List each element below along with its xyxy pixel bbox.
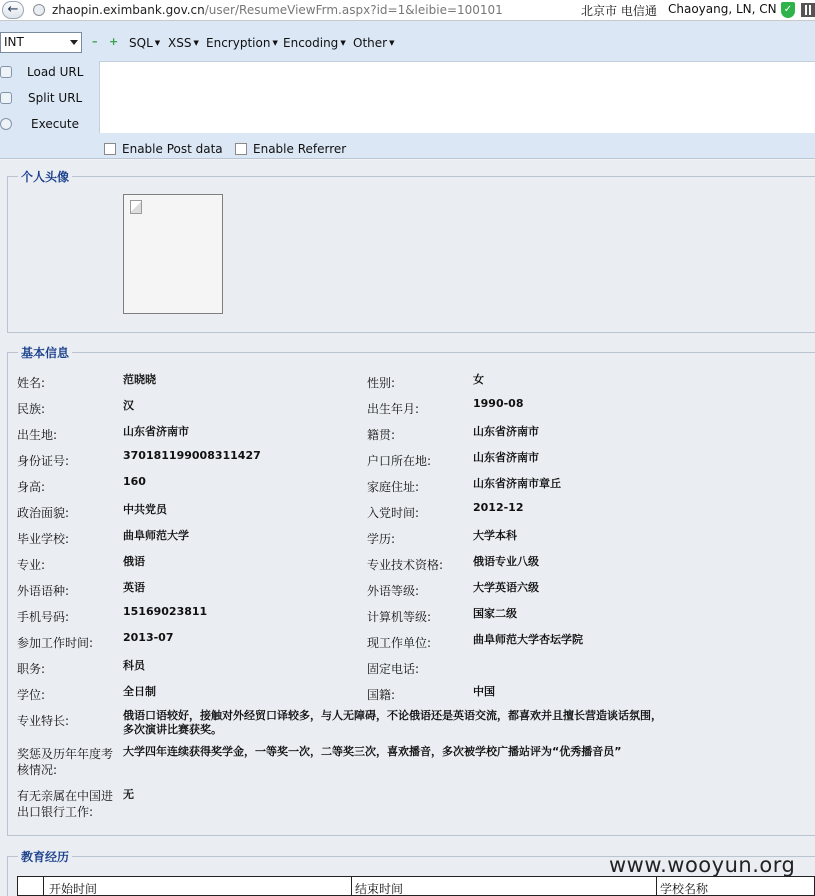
- plus-icon[interactable]: +: [109, 35, 119, 48]
- field-value: 370181199008311427: [123, 449, 261, 462]
- menu-xss[interactable]: [168, 36, 199, 50]
- field-value: 山东省济南市: [473, 451, 539, 464]
- caret-icon: ▼: [154, 39, 161, 47]
- broken-image-icon: [130, 200, 142, 214]
- field-value: 大学英语六级: [473, 581, 539, 594]
- field-value: 2012-12: [473, 501, 524, 514]
- field-label: 固定电话:: [367, 662, 420, 676]
- execute-button[interactable]: [0, 115, 96, 135]
- enable-post-checkbox[interactable]: [104, 142, 223, 156]
- table-divider: [656, 877, 657, 896]
- avatar: [123, 194, 223, 314]
- specialty-label: 专业特长:: [17, 714, 70, 728]
- field-value: 中国: [473, 685, 495, 698]
- field-value: 俄语专业八级: [473, 555, 539, 568]
- relatives-label-line-2: 出口银行工作:: [17, 805, 94, 819]
- field-value: 全日制: [123, 685, 156, 698]
- scissors-icon: [0, 92, 12, 104]
- field-value: 山东省济南市: [123, 425, 189, 438]
- specialty-value: [123, 709, 763, 737]
- caret-icon: ▼: [193, 39, 199, 47]
- checkbox-box[interactable]: [104, 143, 116, 155]
- field-label: 身高:: [17, 480, 46, 494]
- field-label: 毕业学校:: [17, 532, 70, 546]
- field-label: 家庭住址:: [367, 480, 420, 494]
- field-value: 国家二级: [473, 607, 517, 620]
- type-select[interactable]: [0, 32, 82, 53]
- menu-encoding[interactable]: [283, 36, 346, 50]
- field-value: 英语: [123, 581, 145, 594]
- field-label: 学历:: [367, 532, 396, 546]
- field-value: 范晓晓: [123, 373, 156, 386]
- field-value: 汉: [123, 399, 134, 412]
- url-textarea[interactable]: [99, 61, 815, 133]
- field-label: 出生地:: [17, 428, 58, 442]
- field-value: 大学本科: [473, 529, 517, 542]
- field-value: 女: [473, 373, 484, 386]
- field-label: 姓名:: [17, 376, 46, 390]
- menu-xss-label: XSS: [168, 36, 192, 50]
- address-bar: [0, 0, 815, 21]
- checkbox-box[interactable]: [235, 143, 247, 155]
- field-label: 政治面貌:: [17, 506, 70, 520]
- location-label: Chaoyang, LN, CN: [668, 2, 777, 16]
- relatives-label: [17, 788, 113, 820]
- menu-other[interactable]: [353, 36, 394, 50]
- field-value: 2013-07: [123, 631, 174, 644]
- menu-encoding-label: Encoding: [283, 36, 339, 50]
- menu-sql-label: SQL: [129, 36, 153, 50]
- field-label: 户口所在地:: [367, 454, 432, 468]
- field-label: 手机号码:: [17, 610, 70, 624]
- execute-label: Execute: [31, 117, 79, 131]
- menu-other-label: Other: [353, 36, 388, 50]
- relatives-label-line-1: 有无亲属在中国进: [17, 789, 114, 803]
- qr-code-icon[interactable]: [801, 3, 815, 17]
- menu-encryption[interactable]: [206, 36, 278, 50]
- column-header-end: 结束时间: [355, 882, 404, 896]
- minus-icon[interactable]: –: [92, 35, 98, 48]
- field-value: 曲阜师范大学杏坛学院: [473, 633, 583, 646]
- field-label: 民族:: [17, 402, 46, 416]
- load-url-icon: [0, 66, 12, 78]
- load-url-button[interactable]: [0, 63, 96, 83]
- isp-label: 北京市 电信通: [581, 4, 657, 18]
- hackbar-toolbar: [0, 21, 815, 159]
- field-label: 国籍:: [367, 688, 396, 702]
- field-label: 专业技术资格:: [367, 558, 444, 572]
- basic-info-title: 基本信息: [18, 344, 72, 361]
- field-value: 山东省济南市: [473, 425, 539, 438]
- caret-icon: ▼: [340, 39, 346, 47]
- field-label: 籍贯:: [367, 428, 396, 442]
- field-label: 外语语种:: [17, 584, 70, 598]
- field-label: 入党时间:: [367, 506, 420, 520]
- field-label: 出生年月:: [367, 402, 420, 416]
- globe-icon: [33, 4, 45, 16]
- field-label: 性别:: [367, 376, 396, 390]
- url-path: /user/ResumeViewFrm.aspx?id=1&leibie=100101: [204, 3, 503, 17]
- education-title: 教育经历: [18, 848, 72, 865]
- watermark: www.wooyun.org: [609, 853, 796, 877]
- field-label: 职务:: [17, 662, 46, 676]
- column-header-school: 学校名称: [660, 882, 709, 896]
- field-value: 山东省济南市章丘: [473, 477, 561, 490]
- field-value: 曲阜师范大学: [123, 529, 189, 542]
- field-label: 学位:: [17, 688, 46, 702]
- url-field[interactable]: [52, 3, 503, 17]
- enable-referrer-label: Enable Referrer: [253, 142, 347, 156]
- awards-value: 大学四年连续获得奖学金，一等奖一次，二等奖三次，喜欢播音，多次被学校广播站评为“优秀播音员”: [123, 745, 622, 758]
- load-url-label: Load URL: [27, 65, 84, 79]
- split-url-label: Split URL: [28, 91, 83, 105]
- field-value: 中共党员: [123, 503, 167, 516]
- awards-label-line-2: 核情况:: [17, 763, 58, 777]
- security-shield-icon[interactable]: ✓: [781, 2, 795, 18]
- caret-icon: ▼: [389, 39, 395, 47]
- play-icon: [0, 118, 12, 130]
- field-label: 参加工作时间:: [17, 636, 94, 650]
- education-table: [17, 876, 815, 896]
- field-value: 15169023811: [123, 605, 208, 618]
- field-label: 外语等级:: [367, 584, 420, 598]
- field-value: 1990-08: [473, 397, 524, 410]
- field-value: 俄语: [123, 555, 145, 568]
- url-host: zhaopin.eximbank.gov.cn: [52, 3, 205, 17]
- split-url-button[interactable]: [0, 89, 96, 109]
- table-divider: [351, 877, 352, 896]
- field-value: 160: [123, 475, 146, 488]
- awards-label-line-1: 奖惩及历年年度考: [17, 747, 114, 761]
- field-label: 身份证号:: [17, 454, 70, 468]
- field-label: 专业:: [17, 558, 46, 572]
- field-value: 科员: [123, 659, 145, 672]
- field-label: 现工作单位:: [367, 636, 432, 650]
- relatives-value: 无: [123, 788, 134, 801]
- chevron-down-icon: [70, 40, 78, 45]
- enable-referrer-checkbox[interactable]: [235, 142, 346, 156]
- menu-sql[interactable]: [129, 36, 160, 50]
- table-divider: [43, 877, 44, 896]
- avatar-section-title: 个人头像: [18, 168, 72, 185]
- menu-encryption-label: Encryption: [206, 36, 271, 50]
- back-arrow-icon[interactable]: ←: [2, 1, 24, 19]
- caret-icon: ▼: [272, 39, 278, 47]
- specialty-line-2: 多次演讲比赛获奖。: [123, 723, 222, 736]
- field-label: 计算机等级:: [367, 610, 432, 624]
- column-header-start: 开始时间: [49, 882, 98, 896]
- awards-label: [17, 746, 113, 778]
- specialty-line-1: 俄语口语较好，接触对外经贸口译较多，与人无障碍，不论俄语还是英语交流，都喜欢并且擅长营造谈话氛围，: [123, 709, 662, 722]
- type-select-value: INT: [4, 35, 24, 49]
- enable-post-label: Enable Post data: [122, 142, 223, 156]
